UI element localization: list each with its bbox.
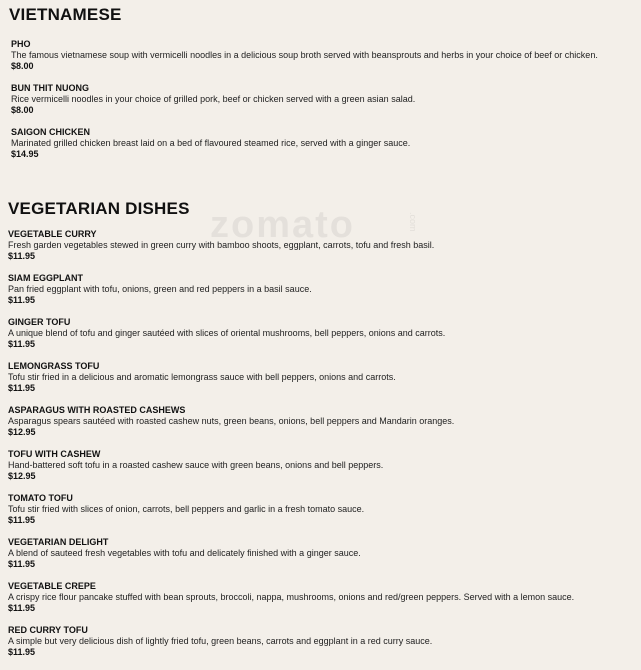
menu-item-saigon-chicken: [11, 127, 634, 160]
item-price: $8.00: [11, 105, 34, 115]
menu-item-vegetarian-delight: [8, 537, 636, 570]
item-price: $12.95: [8, 427, 36, 437]
vietnamese-item-list: [9, 39, 634, 160]
section-title-vegetarian: VEGETARIAN DISHES: [8, 199, 190, 218]
item-description: The famous vietnamese soup with vermicelli noodles in a delicious soup broth served with beansprouts and herbs in your choice of beef or chicken.: [11, 50, 598, 60]
item-description: A blend of sauteed fresh vegetables with tofu and delicately finished with a ginger sauce.: [8, 548, 361, 558]
item-description: Tofu stir fried in a delicious and aromatic lemongrass sauce with bell peppers, onions and carrots.: [8, 372, 396, 382]
menu-item-vegetable-crepe: [8, 581, 636, 614]
menu-item-siam-eggplant: [8, 273, 636, 306]
item-name: VEGETABLE CREPE: [8, 581, 96, 591]
item-name: SIAM EGGPLANT: [8, 273, 84, 283]
zomato-watermark: zomato: [210, 204, 355, 246]
item-name: TOFU WITH CASHEW: [8, 449, 101, 459]
item-price: $11.95: [8, 603, 36, 613]
zomato-watermark-suffix: .com: [408, 212, 418, 232]
item-price: $14.95: [11, 149, 39, 159]
item-price: $11.95: [8, 559, 36, 569]
item-name: PHO: [11, 39, 31, 49]
menu-item-tomato-tofu: [8, 493, 636, 526]
item-description: Pan fried eggplant with tofu, onions, green and red peppers in a basil sauce.: [8, 284, 312, 294]
section-vietnamese: [9, 5, 634, 171]
item-name: VEGETARIAN DELIGHT: [8, 537, 109, 547]
item-price: $8.00: [11, 61, 34, 71]
item-price: $11.95: [8, 339, 36, 349]
menu-item-bun-thit-nuong: [11, 83, 634, 116]
item-price: $11.95: [8, 295, 36, 305]
item-name: VEGETABLE CURRY: [8, 229, 97, 239]
item-name: LEMONGRASS TOFU: [8, 361, 100, 371]
item-name: RED CURRY TOFU: [8, 625, 88, 635]
menu-item-vegetable-curry: [8, 229, 636, 262]
menu-item-tofu-with-cashew: [8, 449, 636, 482]
item-description: A unique blend of tofu and ginger sautéed with slices of oriental mushrooms, bell peppers, onions and carrots.: [8, 328, 446, 338]
item-price: $11.95: [8, 383, 36, 393]
menu-item-pho: [11, 39, 634, 72]
item-description: Marinated grilled chicken breast laid on a bed of flavoured steamed rice, served with a ginger sauce.: [11, 138, 411, 148]
item-description: Asparagus spears sautéed with roasted cashew nuts, green beans, onions, bell peppers and Mandarin oranges.: [8, 416, 455, 426]
item-description: Fresh garden vegetables stewed in green curry with bamboo shoots, eggplant, carrots, tofu and fresh basil.: [8, 240, 435, 250]
item-description: Hand-battered soft tofu in a roasted cashew sauce with green beans, onions and bell peppers.: [8, 460, 384, 470]
item-description: A simple but very delicious dish of lightly fried tofu, green beans, carrots and eggplant in a red curry sauce.: [8, 636, 433, 646]
section-vegetarian-dishes: [8, 199, 636, 669]
item-description: Rice vermicelli noodles in your choice of grilled pork, beef or chicken served with a green asian salad.: [11, 94, 416, 104]
item-price: $11.95: [8, 515, 36, 525]
item-price: $11.95: [8, 647, 36, 657]
item-name: TOMATO TOFU: [8, 493, 73, 503]
menu-item-asparagus-roasted-cashews: [8, 405, 636, 438]
item-name: SAIGON CHICKEN: [11, 127, 91, 137]
menu-item-red-curry-tofu: [8, 625, 636, 658]
vegetarian-item-list: [8, 229, 636, 658]
item-description: A crispy rice flour pancake stuffed with bean sprouts, broccoli, nappa, mushrooms, onions and red/green peppers. Served with a lemon sauce.: [8, 592, 575, 602]
item-name: GINGER TOFU: [8, 317, 71, 327]
item-price: $12.95: [8, 471, 36, 481]
item-name: BUN THIT NUONG: [11, 83, 89, 93]
menu-item-lemongrass-tofu: [8, 361, 636, 394]
item-description: Tofu stir fried with slices of onion, carrots, bell peppers and garlic in a fresh tomato sauce.: [8, 504, 365, 514]
section-title-vietnamese: VIETNAMESE: [9, 5, 122, 24]
item-price: $11.95: [8, 251, 36, 261]
menu-item-ginger-tofu: [8, 317, 636, 350]
item-name: ASPARAGUS WITH ROASTED CASHEWS: [8, 405, 186, 415]
